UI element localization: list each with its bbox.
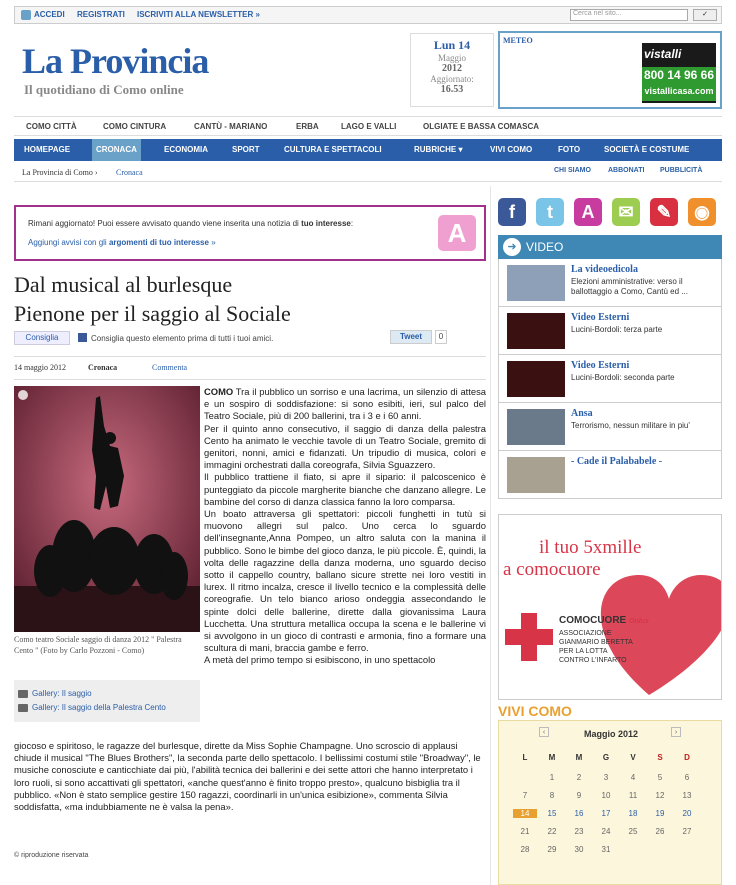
calendar-day[interactable]: 7 xyxy=(522,791,528,800)
user-icon xyxy=(21,10,31,20)
calendar-day[interactable]: 27 xyxy=(682,827,692,836)
paragraph-3: Il pubblico trattiene il fiato, si apre il sipario: il palcoscenico è punteggiato da piccole margherite bianche che danzano allegre. Le bambine del corso di danza classica fanno la loro comparsa. xyxy=(204,471,486,507)
calendar-day[interactable]: 29 xyxy=(547,845,557,854)
breadcrumb-home[interactable]: La Provincia di Como › xyxy=(22,168,98,177)
video-thumbnail xyxy=(507,265,565,301)
ad-org-suffix: Onlus xyxy=(629,618,649,625)
alert-box xyxy=(14,205,486,261)
article-title-2: Pienone per il saggio al Sociale xyxy=(14,301,291,326)
nav-societa[interactable]: SOCIETÀ E COSTUME xyxy=(604,145,690,154)
tweet-button[interactable]: Tweet xyxy=(390,330,432,344)
dancers-photo xyxy=(14,386,200,632)
calendar-day[interactable]: 18 xyxy=(628,809,638,818)
sponsor-ad[interactable] xyxy=(642,43,716,103)
facebook-icon[interactable]: f xyxy=(498,198,526,226)
alert-link-end: » xyxy=(208,238,216,247)
paragraph-5: giocoso e spiritoso, le ragazze del burlesque, dirette da Miss Sophie Champagne. Uno scroscio di applausi chiude il musical "The Blues Brothers", la seconda parte dello spettacolo. I bellissimi costumi stile "Broadway", le musiche conosciute e canticchiate dai più, l'abilità tecnica dei ballerini e dei sette attori che hanno interpretato i loro ruoli, si sono accattivati gli spettatori, «anche quest'anno è finito troppo presto», qualcuno bisbiglia tra il pubblico. «Non è stato semplice gestire 150 ragazzi, coordinarli in un'unica esibizione», commenta Silvia soddisfatta, «ma indubbiamente ne è valsa la pena». xyxy=(14,740,481,813)
link-chi-siamo[interactable]: CHI SIAMO xyxy=(554,167,591,174)
calendar-month: Maggio 2012 xyxy=(583,729,639,739)
video-item-text: Lucini-Bordoli: seconda parte xyxy=(571,373,675,382)
calendar-day[interactable]: 16 xyxy=(574,809,584,818)
sponsor-brand: vistalli xyxy=(644,47,682,61)
weekday-label: M xyxy=(548,753,556,762)
site-tagline: Il quotidiano di Como online xyxy=(24,82,184,97)
calendar-day[interactable]: 2 xyxy=(576,773,582,782)
calendar-day[interactable]: 23 xyxy=(574,827,584,836)
nav-vivi-como[interactable]: VIVI COMO xyxy=(490,145,533,154)
calendar-day[interactable]: 22 xyxy=(547,827,557,836)
nav-foto[interactable]: FOTO xyxy=(558,145,581,154)
calendar-day[interactable]: 8 xyxy=(549,791,555,800)
calendar-day[interactable]: 19 xyxy=(655,809,665,818)
article-date: 14 maggio 2012 xyxy=(14,363,66,372)
facebook-icon xyxy=(78,333,87,342)
ad-org xyxy=(559,615,649,626)
main-nav xyxy=(14,139,722,161)
video-thumbnail xyxy=(507,409,565,445)
paragraph-4: Un boato attraversa gli spettatori: piccoli funghetti in tutù si muovono allegri sul palco. Uno cerca lo sguardo dell'insegnante,Anna Pompeo, un altro saluta con la manina il pubblico. Sono le bimbe del gioco danza, le più piccole. È, quindi, la volta delle ragazzine della danza moderna, uno sguardo deciso sotto il cappello country, ballano sicure strette nei loro vestiti in lurex. Il ritmo incalza, cresce il livello tecnico e la complessità delle coreografie. Un telo bianco arioso ondeggia assecondando le spinte dolci delle ballerine, dirette dalla giovanissima Laura Lucchetta. Una struttura metallica occupa la scena e le ballerine vi si avvolgono in un gioco di contrasti e armonia, fino a formare una scultura di mani, braccia gambe e ferro. xyxy=(204,508,486,654)
date-day: Lun 14 xyxy=(433,38,471,52)
ad-line-2: a comocuore xyxy=(503,559,601,580)
sponsor-phone: 800 14 96 66 xyxy=(643,68,715,82)
alert-link[interactable] xyxy=(28,238,216,247)
video-thumbnail xyxy=(507,313,565,349)
register-link[interactable]: REGISTRATI xyxy=(77,10,125,19)
video-item-text: Terrorismo, nessun militare in piu' xyxy=(571,421,690,430)
calendar-day[interactable]: 26 xyxy=(655,827,665,836)
weekday-label: D xyxy=(684,753,690,762)
calendar-day[interactable]: 6 xyxy=(684,773,690,782)
alert-a-icon[interactable]: A xyxy=(574,198,602,226)
calendar-day[interactable]: 12 xyxy=(655,791,665,800)
ad-sub-2: GIANMARIO BERETTA xyxy=(559,639,633,646)
gallery-box xyxy=(14,680,200,722)
nav-cronaca[interactable]: CRONACA xyxy=(92,139,141,161)
email-icon[interactable]: ✉ xyxy=(612,198,640,226)
link-pubblicita[interactable]: PUBBLICITÀ xyxy=(660,167,703,174)
subnav-cantu-mariano[interactable]: CANTÙ - MARIANO xyxy=(194,122,268,131)
article-lead: COMO xyxy=(204,386,234,397)
nav-economia[interactable]: ECONOMIA xyxy=(164,145,208,154)
calendar-day[interactable]: 5 xyxy=(657,773,663,782)
vivi-como-heading[interactable]: VIVI COMO xyxy=(498,703,572,719)
calendar-day[interactable]: 13 xyxy=(682,791,692,800)
video-item-title[interactable]: Ansa xyxy=(571,408,593,419)
weekday-label: M xyxy=(575,753,583,762)
camera-icon xyxy=(18,704,28,712)
search-input[interactable]: Cerca nel sito... xyxy=(570,9,688,21)
date-year: 2012 xyxy=(442,63,462,74)
gallery-link-2[interactable]: Gallery: Il saggio della Palestra Cento xyxy=(32,703,166,712)
date-month: Maggio xyxy=(438,53,466,63)
calendar-day[interactable]: 21 xyxy=(520,827,530,836)
video-item[interactable] xyxy=(498,451,722,499)
calendar-day[interactable]: 9 xyxy=(576,791,582,800)
calendar-day[interactable]: 1 xyxy=(549,773,555,782)
video-item-title[interactable]: Video Esterni xyxy=(571,360,630,371)
nav-rubriche[interactable]: RUBRICHE ▾ xyxy=(414,145,463,154)
calendar-day[interactable]: 20 xyxy=(682,809,692,818)
calendar-day[interactable]: 17 xyxy=(601,809,611,818)
calendar-day[interactable]: 14 xyxy=(513,809,537,818)
subnav-como-cintura[interactable]: COMO CINTURA xyxy=(103,122,167,131)
date-box xyxy=(410,33,494,107)
alert-text-1: Rimani aggiornato! Puoi essere avvisato quando viene inserita una notizia di xyxy=(28,219,302,228)
paragraph-2: Per il quinto anno consecutivo, il saggio di danza della palestra Cento ha animato le vecchie tavole di un Teatro Sociale, gremito di genitori, nonni, amici e fidanzati. Un tripudio di musica, colori e immagini orchestrati dalla coreografa, Silvia Sguazzero. xyxy=(204,422,486,471)
video-item-text: Elezioni amministrative: verso il ballottaggio a Como, Cantù ed ... xyxy=(571,277,688,296)
nav-homepage[interactable]: HOMEPAGE xyxy=(24,145,71,154)
alert-link-text: Aggiungi avvisi con gli xyxy=(28,238,109,247)
alert-text xyxy=(28,219,353,228)
copyright-note: © riproduzione riservata xyxy=(14,852,89,859)
updated-time: 16.53 xyxy=(440,84,464,95)
video-item-text: Lucini-Bordoli: terza parte xyxy=(571,325,663,334)
link-abbonati[interactable]: ABBONATI xyxy=(608,167,645,174)
column-divider xyxy=(490,186,491,885)
video-item[interactable] xyxy=(498,403,722,451)
search-button[interactable]: ✓ xyxy=(693,9,717,21)
login-link[interactable]: ACCEDI xyxy=(34,10,65,19)
ad-sub-4: CONTRO L'INFARTO xyxy=(559,657,627,664)
photo-caption: Como teatro Sociale saggio di danza 2012 " Palestra Cento " (Foto by Carlo Pozzoni - Como) xyxy=(14,635,182,655)
arrow-right-icon: ➜ xyxy=(503,238,521,256)
weekday-label: S xyxy=(657,753,663,762)
video-item[interactable] xyxy=(498,259,722,307)
subnav-olgiate[interactable]: OLGIATE E BASSA COMASCA xyxy=(423,122,540,131)
subnav-como-citta[interactable]: COMO CITTÀ xyxy=(26,122,77,131)
subnav-lago-valli[interactable]: LAGO E VALLI xyxy=(341,122,397,131)
video-thumbnail xyxy=(507,361,565,397)
edit-icon[interactable]: ✎ xyxy=(650,198,678,226)
paragraph-1-text: Tra il pubblico un sorriso e una lacrima, un silenzio di attesa e un sospiro di soddisfazione: si sono esibiti, ieri, sul palco del Teatro Sociale, più di 200 ballerini, tra i 3 e i 60 anni. xyxy=(204,386,486,422)
calendar-day[interactable]: 28 xyxy=(520,845,530,854)
newsletter-link[interactable]: ISCRIVITI ALLA NEWSLETTER » xyxy=(137,10,260,19)
video-item[interactable] xyxy=(498,307,722,355)
meteo-box[interactable] xyxy=(498,31,722,109)
weekday-label: G xyxy=(602,753,610,762)
video-item-title[interactable]: La videoedicola xyxy=(571,264,638,275)
nav-cultura[interactable]: CULTURA E SPETTACOLI xyxy=(284,145,382,154)
subnav-erba[interactable]: ERBA xyxy=(296,122,319,131)
prev-month-button[interactable]: ‹ xyxy=(539,727,549,737)
ad-subtitle xyxy=(559,629,633,665)
weekday-label: V xyxy=(630,753,636,762)
video-thumbnail xyxy=(507,457,565,493)
social-icons xyxy=(498,198,722,228)
alert-a-icon[interactable]: A xyxy=(438,215,476,251)
comocuore-ad[interactable] xyxy=(498,514,722,700)
ad-org-name: COMOCUORE xyxy=(559,615,627,626)
paragraph-5-start: A metà del primo tempo si esibiscono, in uno spettacolo xyxy=(204,654,436,666)
fb-recommend-button[interactable]: Consiglia xyxy=(14,331,70,345)
article-section[interactable]: Cronaca xyxy=(88,363,118,372)
video-item[interactable] xyxy=(498,355,722,403)
gallery-link-1[interactable]: Gallery: Il saggio xyxy=(32,689,92,698)
calendar-day[interactable]: 30 xyxy=(574,845,584,854)
article-photo[interactable] xyxy=(14,386,200,632)
sponsor-site: vistallicasa.com xyxy=(644,86,714,96)
alert-text-end: : xyxy=(350,219,354,228)
sponsor-contact xyxy=(642,67,716,101)
breadcrumb-section[interactable]: Cronaca xyxy=(116,168,143,177)
twitter-icon[interactable]: t xyxy=(536,198,564,226)
calendar-day[interactable]: 3 xyxy=(603,773,609,782)
article-title-1: Dal musical al burlesque xyxy=(14,272,233,297)
tweet-count: 0 xyxy=(435,330,447,344)
nav-sport[interactable]: SPORT xyxy=(232,145,260,154)
comments-link[interactable]: Commenta xyxy=(152,363,188,372)
top-bar xyxy=(14,6,722,24)
calendar-day[interactable]: 11 xyxy=(628,791,638,800)
calendar-day[interactable]: 24 xyxy=(601,827,611,836)
calendar-day[interactable]: 15 xyxy=(547,809,557,818)
fb-recommend-text: Consiglia questo elemento prima di tutti i tuoi amici. xyxy=(91,334,274,343)
local-nav xyxy=(14,116,722,136)
meteo-label: METEO xyxy=(503,36,533,45)
breadcrumb xyxy=(14,164,722,182)
video-item-title[interactable]: - Cade il Palababele - xyxy=(571,456,663,467)
video-item-title[interactable]: Video Esterni xyxy=(571,312,630,323)
ad-sub-1: ASSOCIAZIONE xyxy=(559,630,612,637)
video-header-label: VIDEO xyxy=(526,240,564,254)
article-meta xyxy=(14,356,486,380)
updated-label: Aggiornato: xyxy=(430,74,474,84)
camera-icon xyxy=(18,690,28,698)
calendar-day[interactable]: 31 xyxy=(601,845,611,854)
calendar-day[interactable]: 25 xyxy=(628,827,638,836)
site-logo[interactable]: La Provincia xyxy=(22,41,209,81)
ad-sub-3: PER LA LOTTA xyxy=(559,648,608,655)
article-body-column xyxy=(204,386,486,667)
alert-text-bold: tuo interesse xyxy=(301,219,351,228)
weekday-label: L xyxy=(522,753,528,762)
events-calendar xyxy=(498,720,722,885)
video-header[interactable] xyxy=(498,235,722,259)
paragraph-1 xyxy=(204,386,486,423)
ad-line-1: il tuo 5xmille xyxy=(539,537,642,558)
calendar-day[interactable]: 10 xyxy=(601,791,611,800)
next-month-button[interactable]: › xyxy=(671,727,681,737)
calendar-day[interactable]: 4 xyxy=(630,773,636,782)
alert-link-bold: argomenti di tuo interesse xyxy=(108,238,209,247)
rss-icon[interactable]: ◉ xyxy=(688,198,716,226)
